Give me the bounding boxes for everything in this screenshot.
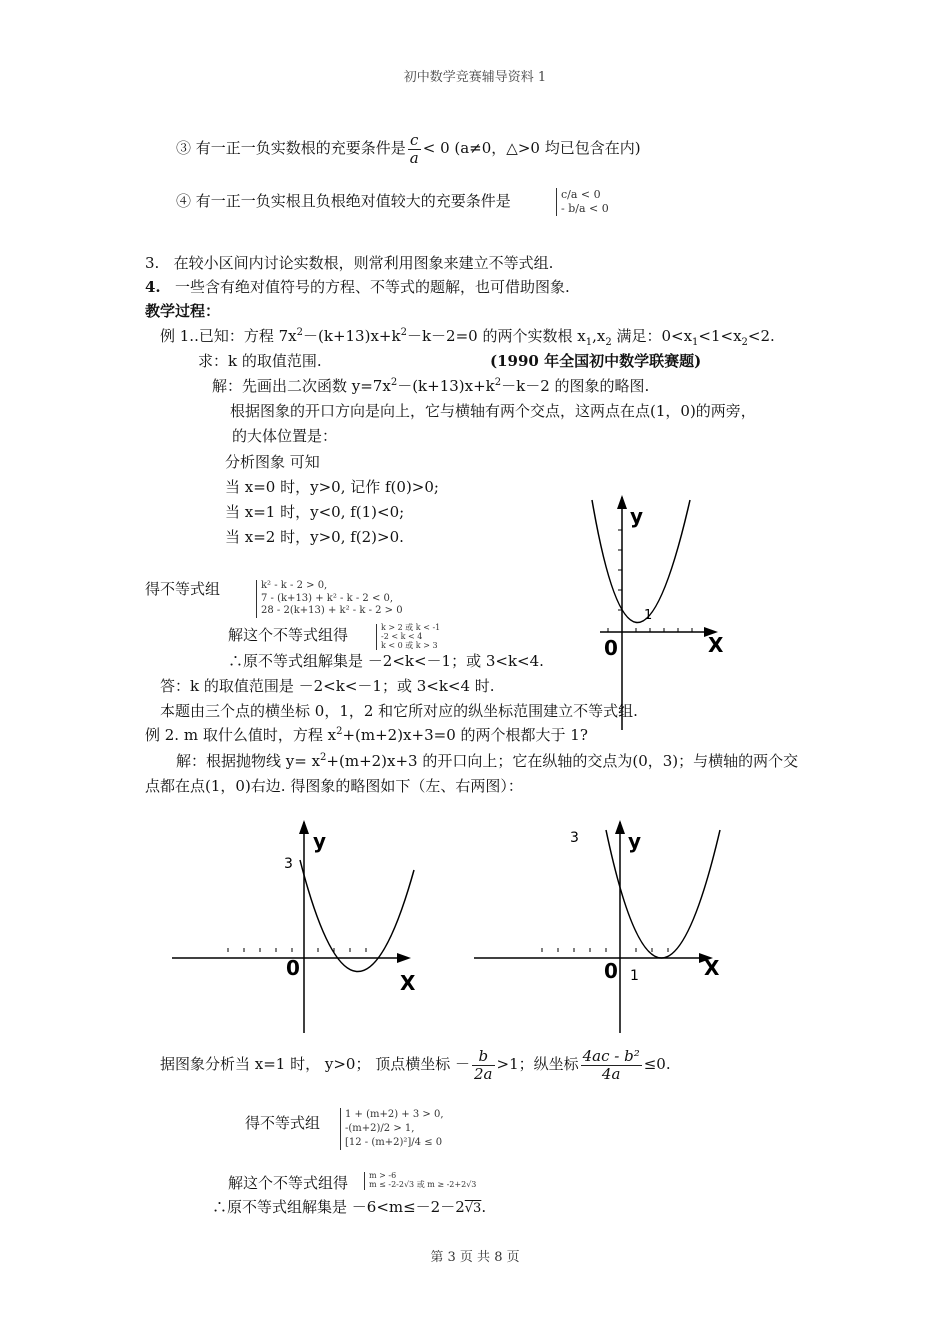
page-header: 初中数学竞赛辅导资料 1 xyxy=(403,70,547,85)
ex2-left-graph xyxy=(168,818,428,1038)
ex1-case-0: 当 x=0 时，y>0, 记作 f(0)>0; xyxy=(225,478,439,496)
ex1-analyze: 分析图象 可知 xyxy=(225,453,320,471)
ex2-right-graph xyxy=(470,818,730,1038)
point-4: 4. 一些含有绝对值符号的方程、不等式的题解，也可借助图象. xyxy=(145,278,570,296)
ex1-solve: 解这个不等式组得 xyxy=(228,626,349,644)
ex1-source: (1990 年全国初中数学联赛题) xyxy=(490,352,702,370)
tick-label-3: 3 xyxy=(284,856,293,872)
ex2-question: 例 2. m 取什么值时，方程 $x^2+(m+2)x+3=0$ 的两个根都大于 1? xyxy=(145,726,588,744)
point-3: 3. 在较小区间内讨论实数根，则常利用图象来建立不等式组. xyxy=(145,254,554,272)
ex1-result: ∴原不等式组解集是 －2<k<－1；或 3<k<4. xyxy=(228,652,544,670)
page-footer: 第 3 页 共 8 页 xyxy=(430,1250,520,1265)
ex1-inequality-system: k² - k - 2 > 0, 7 - (k+13) + k² - k - 2 < 0, 28 - 2(k+13) + k² - k - 2 > 0 xyxy=(256,580,403,618)
condition-4: ④ 有一正一负实根且负根绝对值较大的充要条件是 xyxy=(176,192,511,210)
ex1-case-2: 当 x=2 时，y>0, f(2)>0. xyxy=(225,528,404,546)
svg-text:1: 1 xyxy=(630,968,639,984)
process-title: 教学过程： xyxy=(145,302,221,320)
condition-4-system: c/a < 0 - b/a < 0 xyxy=(556,188,609,216)
x-axis-label: X xyxy=(708,633,724,657)
ex2-get-system: 得不等式组 xyxy=(245,1114,321,1132)
svg-text:y: y xyxy=(313,829,327,853)
ex2-result: ∴原不等式组解集是 －6<m≤－2－2√3. xyxy=(212,1198,487,1216)
ex1-statement: 例 1..已知：方程 $7x^2-(k+13)x+k^2-k-2=0$ 的两个实数根 $x_1,x_2$ 满足：$0<x_1<1<x_2<2$. xyxy=(160,327,775,348)
ex2-solution-1: 解：根据抛物线 $y= x^2+(m+2)x+3$ 的开口向上；它在纵轴的交点为(0，3)；与横轴的两个交 xyxy=(176,752,799,770)
ex1-case-1: 当 x=1 时，y<0, f(1)<0; xyxy=(225,503,405,521)
tick-label-1: 1 xyxy=(644,608,653,623)
ex2-solve: 解这个不等式组得 xyxy=(228,1174,349,1192)
ex2-inequality-system: 1 + (m+2) + 3 > 0, -(m+2)/2 > 1, [12 - (m+2)²]/4 ≤ 0 xyxy=(340,1108,444,1150)
ex1-solve-system: k > 2 或 k < -1 -2 < k < 4 k < 0 或 k > 3 xyxy=(376,624,440,650)
origin-label: 0 xyxy=(604,636,618,660)
svg-text:X: X xyxy=(400,971,416,995)
svg-text:y: y xyxy=(628,829,642,853)
ex1-parabola-graph xyxy=(560,495,730,735)
ex1-solution-2: 根据图象的开口方向是向上，它与横轴有两个交点，这两点在点(1，0)的两旁， xyxy=(230,402,756,420)
ex1-ask: 求：k 的取值范围. xyxy=(198,352,322,370)
condition-3: ③ 有一正一负实数根的充要条件是 $\frac{c}{a}$ < 0 (a≠0，△>0 均已包含在内) xyxy=(176,131,641,167)
svg-text:X: X xyxy=(704,956,720,980)
svg-text:3: 3 xyxy=(570,830,579,846)
ex1-solution-3: 的大体位置是： xyxy=(232,427,338,445)
ex2-solve-system: m > -6 m ≤ -2-2√3 或 m ≥ -2+2√3 xyxy=(364,1172,476,1190)
y-axis-label: y xyxy=(630,504,644,528)
ex1-answer: 答：k 的取值范围是 －2<k<－1；或 3<k<4 时. xyxy=(160,677,495,695)
ex1-solution-1: 解：先画出二次函数 $y=7x^2-(k+13)x+k^2-k-2$ 的图象的略图. xyxy=(212,377,650,395)
svg-text:0: 0 xyxy=(604,959,618,983)
svg-text:0: 0 xyxy=(286,956,300,980)
ex2-analysis: 据图象分析当 x=1 时， y>0； 顶点横坐标 － $\frac{b}{2a}$ >1；纵坐标 $\frac{\text{4ac - b²}}{4a}$ ≤0. xyxy=(160,1047,671,1083)
ex2-solution-2: 点都在点(1，0)右边. 得图象的略图如下（左、右两图）： xyxy=(145,777,523,795)
ex1-note: 本题由三个点的横坐标 0，1，2 和它所对应的纵坐标范围建立不等式组. xyxy=(160,702,638,720)
fraction-c-over-a: $\frac{c}{a}$ xyxy=(409,131,419,167)
ex1-get-system: 得不等式组 xyxy=(145,580,221,598)
